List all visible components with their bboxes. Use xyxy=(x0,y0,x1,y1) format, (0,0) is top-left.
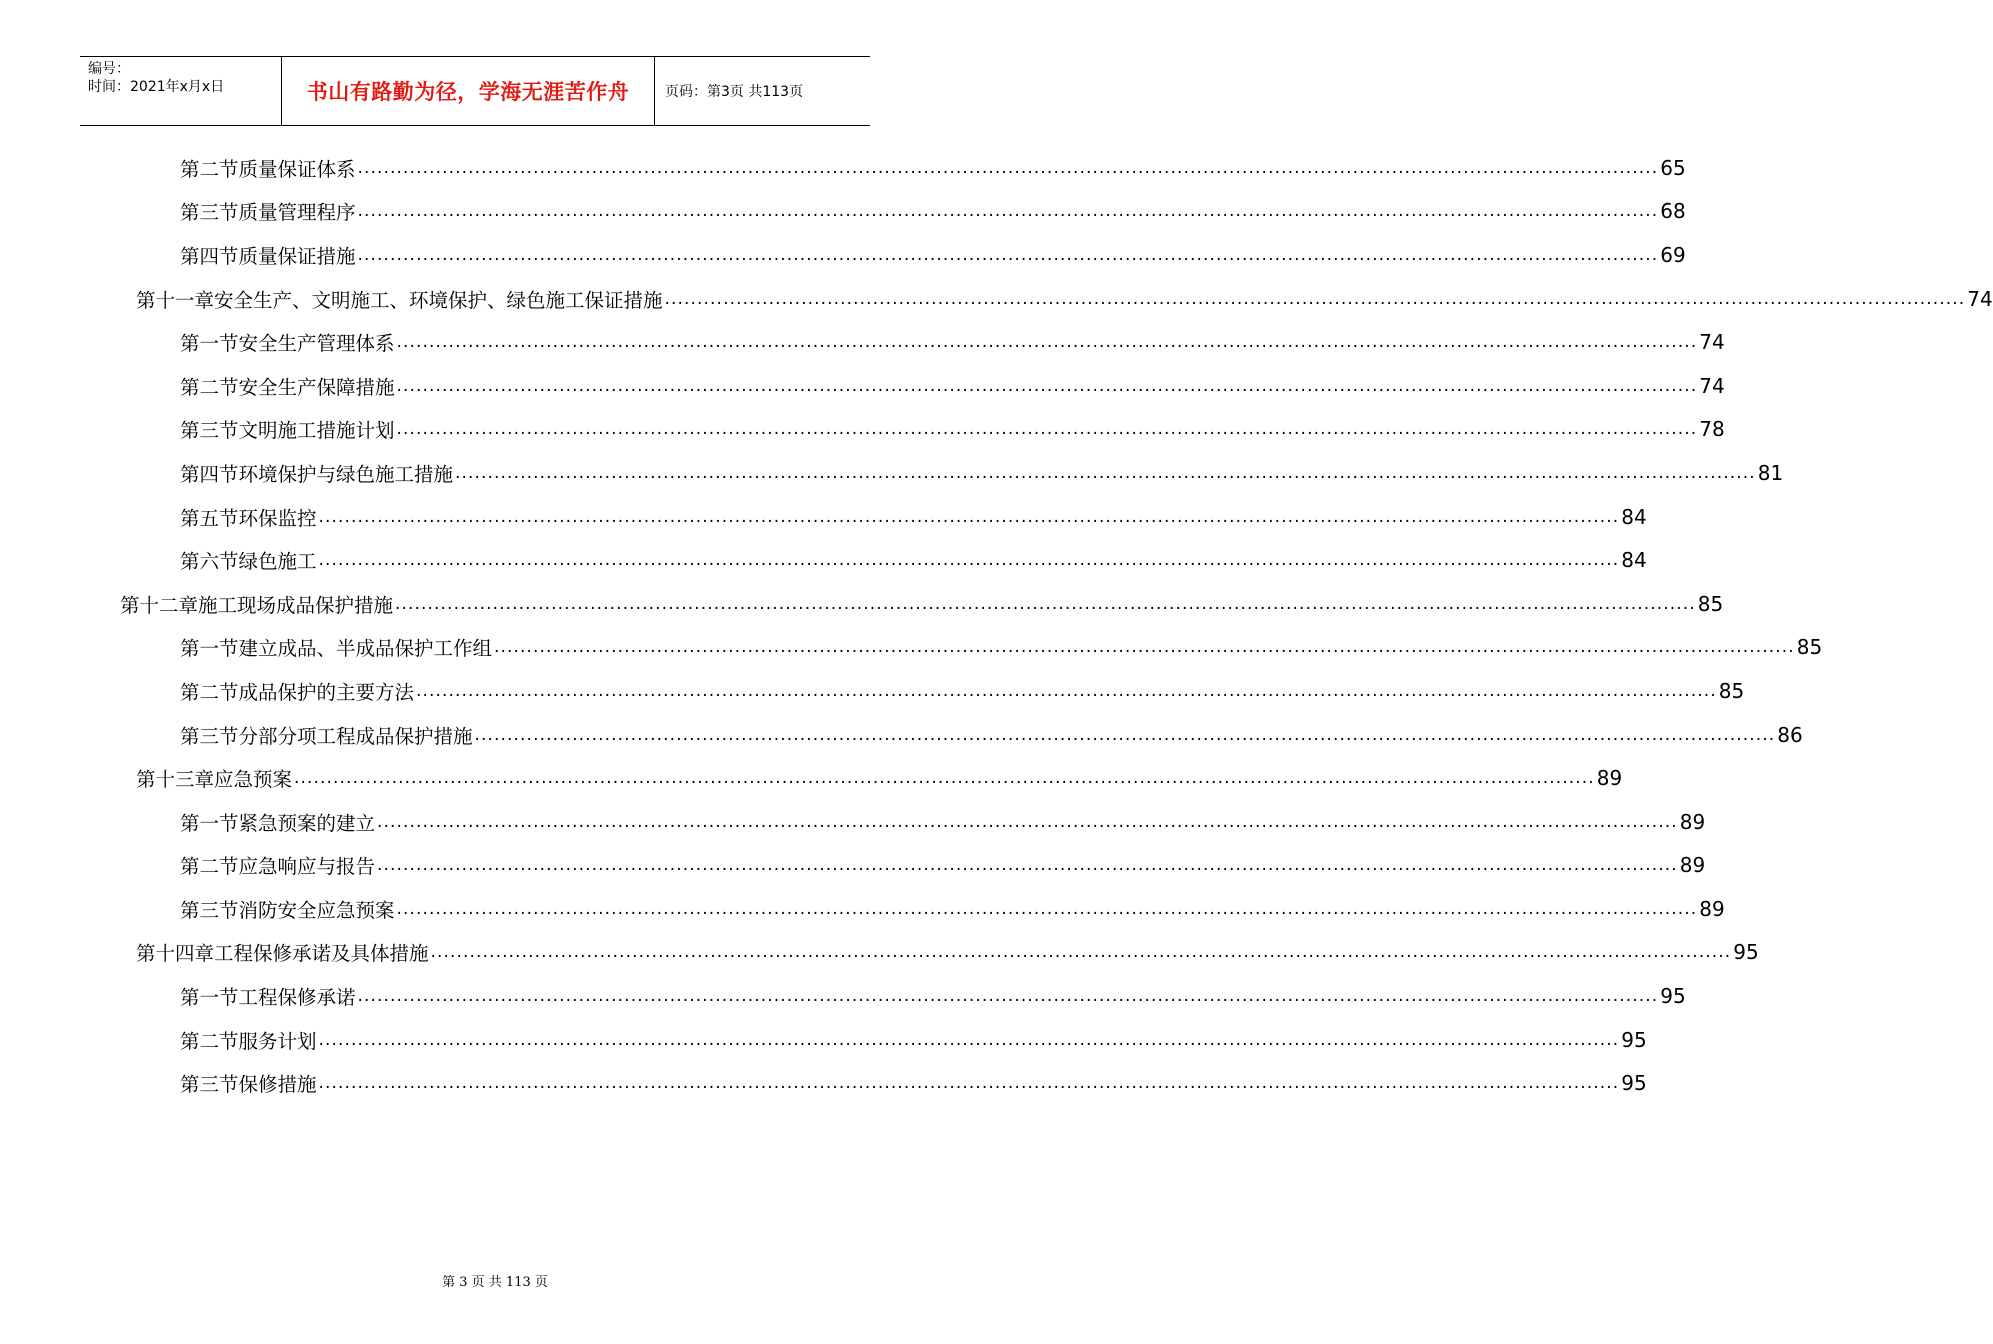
toc-entry-page: 95 xyxy=(1621,1027,1647,1052)
toc-section-entry[interactable] xyxy=(0,974,1686,1018)
toc-dot-leader: ........................................................................................................................................................................................................ xyxy=(377,855,1678,876)
toc-entry-title: 安全生产保障措施 xyxy=(238,375,395,399)
toc-entry-number: 第三节 xyxy=(180,1073,239,1097)
toc-section-entry[interactable] xyxy=(0,1018,1647,1062)
toc-entry-number: 第十四章 xyxy=(136,942,215,966)
toc-entry-title: 保修措施 xyxy=(238,1073,317,1097)
toc-entry-page: 85 xyxy=(1796,635,1823,660)
toc-entry-title: 建立成品、半成品保护工作组 xyxy=(238,637,493,661)
toc-entry-page: 65 xyxy=(1660,155,1686,180)
toc-entry-title: 服务计划 xyxy=(238,1029,317,1053)
toc-entry-title: 质量保证体系 xyxy=(238,157,356,181)
toc-entry-page: 74 xyxy=(1699,330,1725,355)
toc-dot-leader: ........................................................................................................................................................................................................ xyxy=(396,375,1698,396)
toc-dot-leader: ........................................................................................................................................................................................................ xyxy=(430,942,1732,963)
header-motto: 书山有路勤为径，学海无涯苦作舟 xyxy=(281,57,655,125)
toc-section-entry[interactable] xyxy=(0,408,1725,452)
toc-entry-page: 95 xyxy=(1733,940,1759,965)
toc-entry-page: 89 xyxy=(1699,896,1725,921)
toc-dot-leader: ........................................................................................................................................................................................................ xyxy=(416,680,1717,701)
toc-entry-title: 紧急预案的建立 xyxy=(238,811,376,835)
toc-dot-leader: ........................................................................................................................................................................................................ xyxy=(294,768,1595,789)
toc-section-entry[interactable] xyxy=(0,887,1725,931)
toc-entry-page: 74 xyxy=(1699,373,1725,398)
toc-dot-leader: ........................................................................................................................................................................................................ xyxy=(318,1073,1620,1094)
toc-chapter-entry[interactable] xyxy=(0,756,1623,800)
toc-section-entry[interactable] xyxy=(0,233,1686,277)
toc-entry-number: 第二节 xyxy=(180,680,239,704)
header-meta xyxy=(80,57,281,125)
toc-entry-title: 安全生产管理体系 xyxy=(238,332,395,356)
toc-entry-number: 第四节 xyxy=(180,244,239,268)
toc-dot-leader: ........................................................................................................................................................................................................ xyxy=(377,811,1678,832)
toc-entry-page: 89 xyxy=(1679,809,1706,834)
toc-entry-number: 第二节 xyxy=(180,375,239,399)
toc-section-entry[interactable] xyxy=(0,669,1745,713)
toc-entry-title: 质量管理程序 xyxy=(238,201,356,225)
toc-dot-leader: ........................................................................................................................................................................................................ xyxy=(357,157,1659,178)
toc-entry-number: 第六节 xyxy=(180,550,239,574)
toc-entry-title: 文明施工措施计划 xyxy=(238,419,395,443)
toc-entry-page: 85 xyxy=(1718,678,1745,703)
toc-dot-leader: ........................................................................................................................................................................................................ xyxy=(318,1029,1620,1050)
toc-entry-number: 第三节 xyxy=(180,724,239,748)
toc-entry-number: 第十二章 xyxy=(120,593,199,617)
page-header xyxy=(80,56,870,126)
toc-section-entry[interactable] xyxy=(0,626,1823,670)
toc-dot-leader: ........................................................................................................................................................................................................ xyxy=(357,986,1659,1007)
toc-entry-number: 第一节 xyxy=(180,332,239,356)
toc-dot-leader: ........................................................................................................................................................................................................ xyxy=(395,593,1696,614)
toc-entry-page: 69 xyxy=(1660,242,1686,267)
toc-entry-page: 86 xyxy=(1777,722,1803,747)
toc-section-entry[interactable] xyxy=(0,495,1647,539)
toc-dot-leader: ........................................................................................................................................................................................................ xyxy=(318,550,1620,571)
toc-section-entry[interactable] xyxy=(0,1061,1647,1105)
toc-entry-page: 78 xyxy=(1699,417,1725,442)
toc-entry-number: 第十一章 xyxy=(136,288,215,312)
toc-chapter-entry[interactable] xyxy=(0,277,1993,321)
toc-dot-leader: ........................................................................................................................................................................................................ xyxy=(396,419,1698,440)
toc-entry-number: 第一节 xyxy=(180,637,239,661)
toc-entry-title: 安全生产、文明施工、环境保护、绿色施工保证措施 xyxy=(214,288,663,312)
toc-entry-number: 第五节 xyxy=(180,506,239,530)
header-serial-label: 编号： xyxy=(88,61,130,77)
toc-entry-page: 81 xyxy=(1757,460,1784,485)
toc-dot-leader: ........................................................................................................................................................................................................ xyxy=(474,724,1776,745)
toc-entry-number: 第三节 xyxy=(180,898,239,922)
toc-chapter-entry[interactable] xyxy=(0,582,1724,626)
toc-entry-title: 应急预案 xyxy=(214,768,293,792)
toc-entry-number: 第二节 xyxy=(180,855,239,879)
toc-dot-leader: ........................................................................................................................................................................................................ xyxy=(318,506,1620,527)
toc-entry-page: 84 xyxy=(1621,548,1647,573)
toc-entry-page: 84 xyxy=(1621,504,1647,529)
toc-entry-number: 第三节 xyxy=(180,419,239,443)
toc-entry-number: 第一节 xyxy=(180,986,239,1010)
toc-dot-leader: ........................................................................................................................................................................................................ xyxy=(396,332,1698,353)
toc-dot-leader: ........................................................................................................................................................................................................ xyxy=(357,201,1659,222)
table-of-contents xyxy=(0,146,1993,1105)
toc-entry-page: 74 xyxy=(1967,286,1993,311)
toc-section-entry[interactable] xyxy=(0,451,1784,495)
toc-dot-leader: ........................................................................................................................................................................................................ xyxy=(396,898,1698,919)
toc-entry-title: 工程保修承诺 xyxy=(238,986,356,1010)
toc-section-entry[interactable] xyxy=(0,538,1647,582)
toc-section-entry[interactable] xyxy=(0,364,1725,408)
toc-entry-number: 第十三章 xyxy=(136,768,215,792)
toc-entry-title: 应急响应与报告 xyxy=(238,855,376,879)
toc-entry-number: 第二节 xyxy=(180,1029,239,1053)
toc-entry-page: 95 xyxy=(1621,1071,1647,1096)
toc-entry-title: 施工现场成品保护措施 xyxy=(198,593,394,617)
toc-section-entry[interactable] xyxy=(0,320,1725,364)
toc-dot-leader: ........................................................................................................................................................................................................ xyxy=(357,244,1659,265)
toc-entry-page: 68 xyxy=(1660,199,1686,224)
page-footer: 第 3 页 共 113 页 xyxy=(442,1275,548,1290)
toc-entry-page: 89 xyxy=(1679,853,1706,878)
toc-entry-number: 第一节 xyxy=(180,811,239,835)
toc-section-entry[interactable] xyxy=(0,844,1706,888)
header-page-info: 页码：第3页 共113页 xyxy=(665,84,804,100)
toc-entry-page: 89 xyxy=(1596,766,1623,791)
toc-entry-title: 分部分项工程成品保护措施 xyxy=(238,724,473,748)
toc-entry-title: 绿色施工 xyxy=(238,550,317,574)
toc-entry-number: 第三节 xyxy=(180,201,239,225)
toc-section-entry[interactable] xyxy=(0,146,1686,190)
toc-section-entry[interactable] xyxy=(0,190,1686,234)
toc-section-entry[interactable] xyxy=(0,713,1803,757)
toc-entry-page: 85 xyxy=(1697,591,1724,616)
toc-entry-title: 成品保护的主要方法 xyxy=(238,680,415,704)
toc-dot-leader: ........................................................................................................................................................................................................ xyxy=(664,288,1966,309)
toc-entry-title: 质量保证措施 xyxy=(238,244,356,268)
toc-entry-number: 第四节 xyxy=(180,462,239,486)
toc-entry-title: 环保监控 xyxy=(238,506,317,530)
toc-dot-leader: ........................................................................................................................................................................................................ xyxy=(455,462,1756,483)
toc-chapter-entry[interactable] xyxy=(0,931,1759,975)
toc-dot-leader: ........................................................................................................................................................................................................ xyxy=(494,637,1795,658)
toc-entry-number: 第二节 xyxy=(180,157,239,181)
toc-entry-title: 消防安全应急预案 xyxy=(238,898,395,922)
toc-entry-title: 工程保修承诺及具体措施 xyxy=(214,942,429,966)
toc-entry-title: 环境保护与绿色施工措施 xyxy=(238,462,454,486)
toc-section-entry[interactable] xyxy=(0,800,1706,844)
header-date: 时间：2021年x月x日 xyxy=(88,79,225,95)
toc-entry-page: 95 xyxy=(1660,984,1686,1009)
